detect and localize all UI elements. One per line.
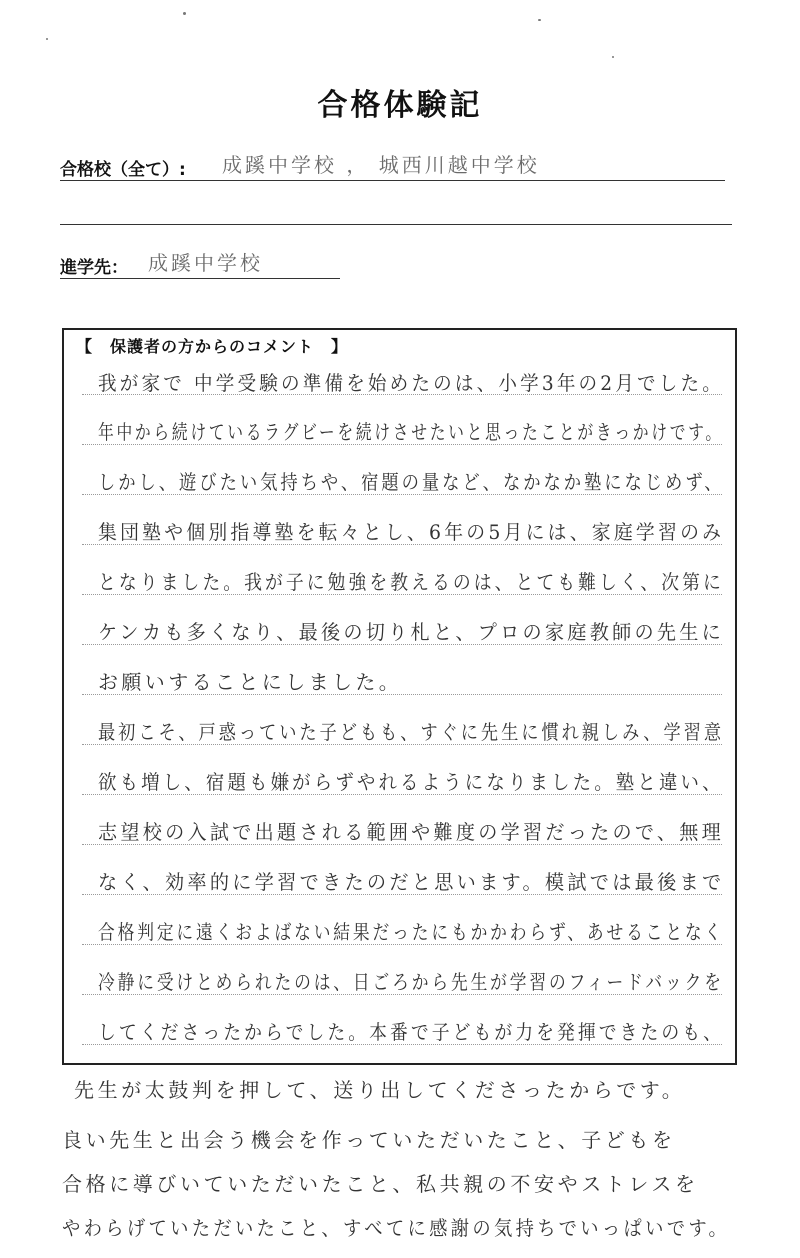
scan-speck xyxy=(538,19,541,21)
comment-heading: 【 保護者の方からのコメント 】 xyxy=(76,337,349,356)
passed-schools-row xyxy=(60,150,725,180)
comment-line: 集団塾や個別指導塾を転々とし、6年の5月には、家庭学習のみ xyxy=(98,520,725,544)
continuation-line: やわらげていただいたこと、すべてに感謝の気持ちでいっぱいです。 xyxy=(62,1216,731,1240)
enrolled-school-underline xyxy=(60,278,340,279)
comment-line: お願いすることにしました。 xyxy=(98,670,403,694)
continuation-line: 合格に導びいていただいたこと、私共親の不安やストレスを xyxy=(62,1172,699,1196)
scan-speck xyxy=(46,38,48,40)
comment-line: してくださったからでした。本番で子どもが力を発揮できたのも、 xyxy=(98,1020,725,1044)
enrolled-school-value: 成蹊中学校 xyxy=(148,251,263,275)
comment-line: となりました。我が子に勉強を教えるのは、とても難しく、次第に xyxy=(98,570,724,594)
comment-line: 冷静に受けとめられたのは、日ごろから先生が学習のフィードバックを xyxy=(98,970,724,994)
passed-schools-underline xyxy=(60,180,725,181)
continuation-line: 先生が太鼓判を押して、送り出してくださったからです。 xyxy=(74,1078,686,1102)
comment-line: 我が家で 中学受験の準備を始めたのは、小学3年の2月でした。 xyxy=(98,371,724,395)
passed-schools-value: 成蹊中学校 ， 城西川越中学校 xyxy=(222,153,540,177)
scan-speck xyxy=(183,12,186,15)
comment-line: 年中から続けているラグビーを続けさせたいと思ったことがきっかけです。 xyxy=(98,420,724,444)
blank-underline xyxy=(60,224,732,225)
comment-line: 欲も増し、宿題も嫌がらずやれるようになりました。塾と違い、 xyxy=(98,770,724,794)
comment-line: しかし、遊びたい気持ちや、宿題の量など、なかなか塾になじめず、 xyxy=(98,470,725,494)
comment-line: なく、効率的に学習できたのだと思います。模試では最後まで xyxy=(98,870,725,894)
comment-line: 最初こそ、戸惑っていた子どもも、すぐに先生に慣れ親しみ、学習意 xyxy=(98,720,724,744)
comment-line: ケンカも多くなり、最後の切り札と、プロの家庭教師の先生に xyxy=(98,620,725,644)
enrolled-school-label: 進学先： xyxy=(60,258,128,278)
page-title: 合格体験記 xyxy=(317,88,483,123)
enrolled-school-row xyxy=(60,248,340,278)
passed-schools-label: 合格校（全て）: xyxy=(60,160,186,180)
comment-line: 合格判定に遠くおよばない結果だったにもかかわらず、あせることなく xyxy=(98,920,725,944)
continuation-line: 良い先生と出会う機会を作っていただいたこと、子どもを xyxy=(62,1128,676,1152)
comment-line: 志望校の入試で出題される範囲や難度の学習だったので、無理 xyxy=(98,820,725,844)
scan-speck xyxy=(612,56,614,58)
